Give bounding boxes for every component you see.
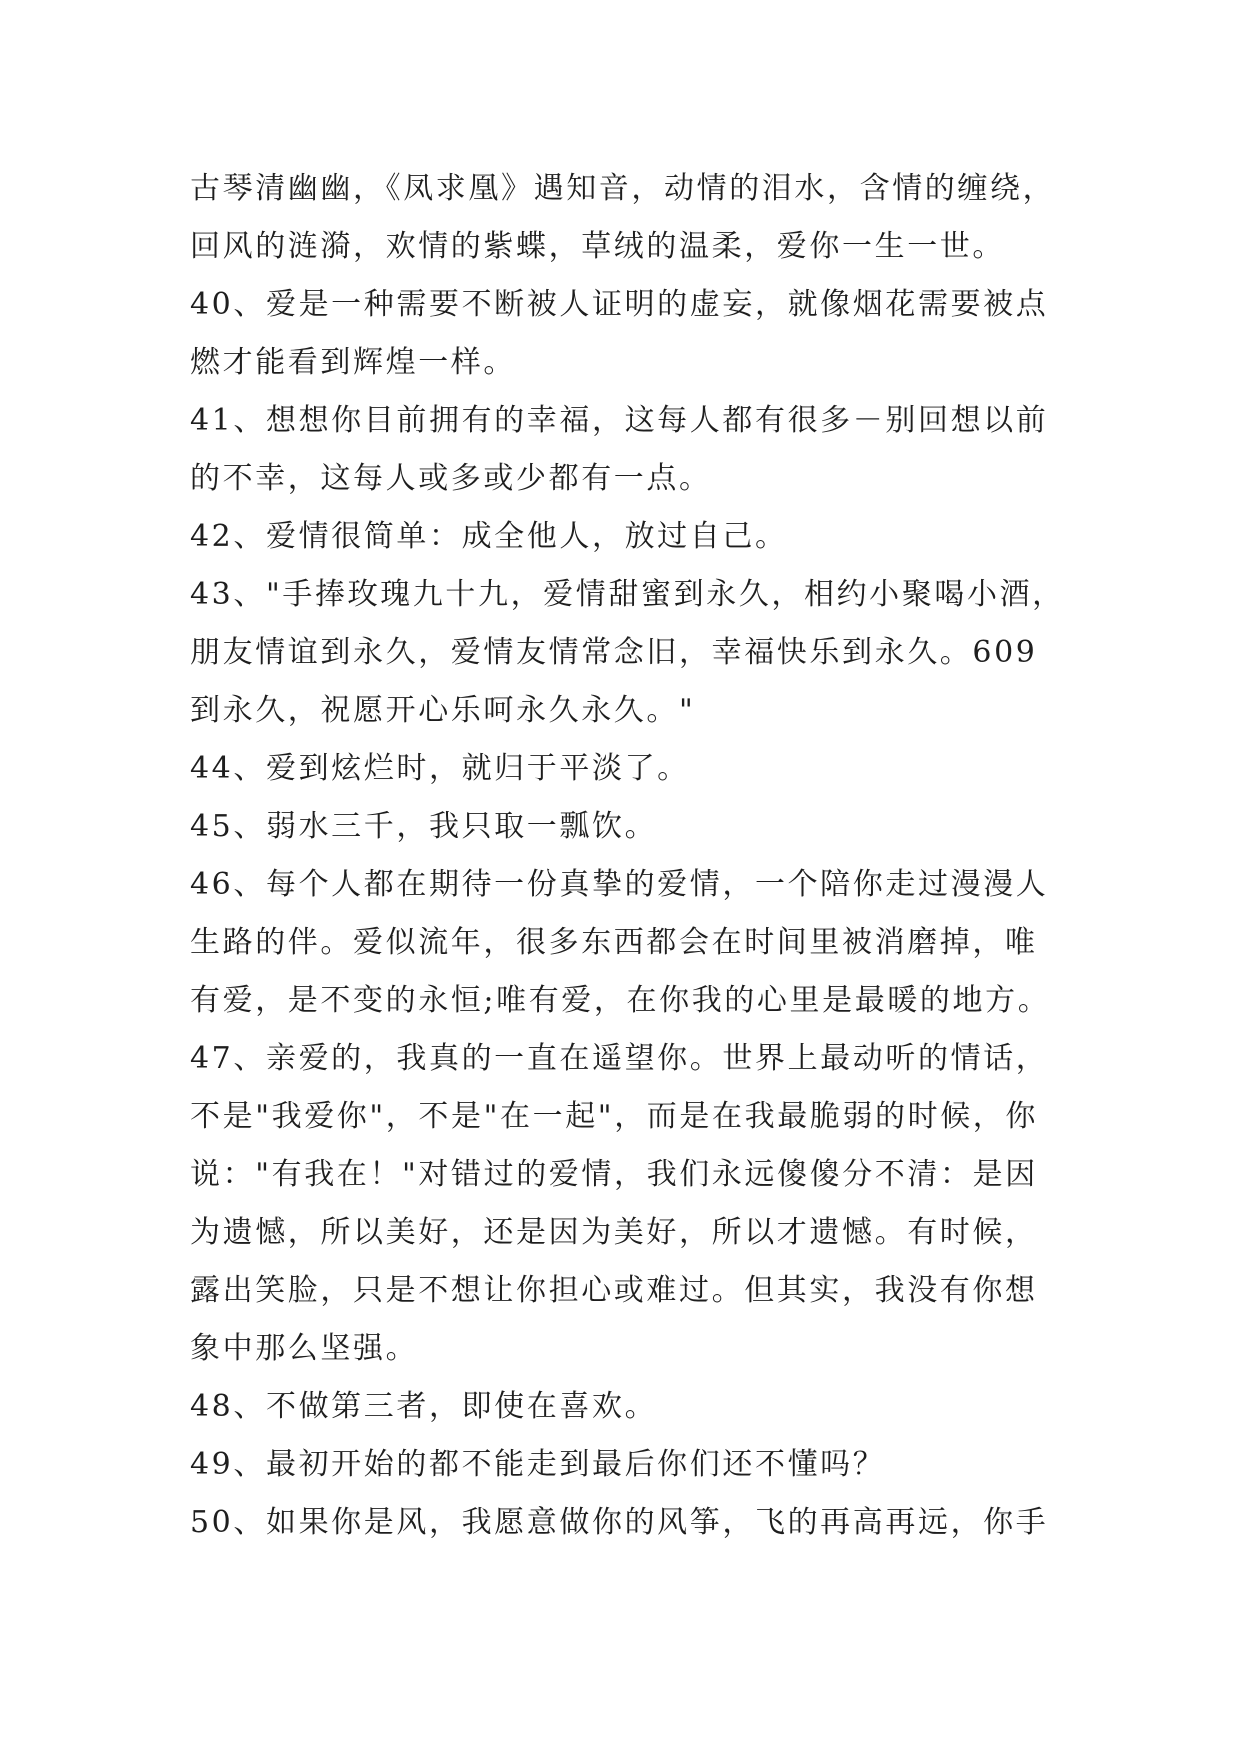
text-line: 43、"手捧玫瑰九十九，爱情甜蜜到永久，相约小聚喝小酒， <box>190 577 1065 612</box>
text-line: 古琴清幽幽，《凤求凰》遇知音，动情的泪水，含情的缠绕， <box>190 171 1056 206</box>
text-line: 有爱，是不变的永恒;唯有爱，在你我的心里是最暖的地方。 <box>190 983 1051 1018</box>
text-line: 露出笑脸，只是不想让你担心或难过。但其实，我没有你想 <box>190 1273 1038 1308</box>
text-line: 46、每个人都在期待一份真挚的爱情，一个陪你走过漫漫人 <box>190 867 1049 902</box>
text-line: 40、爱是一种需要不断被人证明的虚妄，就像烟花需要被点 <box>190 287 1049 322</box>
text-line: 象中那么坚强。 <box>190 1331 419 1366</box>
text-line: 生路的伴。爱似流年，很多东西都会在时间里被消磨掉，唯 <box>190 925 1038 960</box>
text-line: 不是"我爱你"，不是"在一起"，而是在我最脆弱的时候，你 <box>190 1099 1038 1134</box>
text-line: 朋友情谊到永久，爱情友情常念旧，幸福快乐到永久。609 <box>190 635 1038 670</box>
text-line: 回风的涟漪，欢情的紫蝶，草绒的温柔，爱你一生一世。 <box>190 229 1005 264</box>
text-line: 45、弱水三千，我只取一瓢饮。 <box>190 809 658 844</box>
text-line: 49、最初开始的都不能走到最后你们还不懂吗？ <box>190 1447 886 1482</box>
text-line: 44、爱到炫烂时，就归于平淡了。 <box>190 751 690 786</box>
text-line: 42、爱情很简单：成全他人，放过自己。 <box>190 519 788 554</box>
text-line: 41、想想你目前拥有的幸福，这每人都有很多－别回想以前 <box>190 403 1049 438</box>
text-line: 50、如果你是风，我愿意做你的风筝，飞的再高再远，你手 <box>190 1505 1049 1540</box>
text-line: 到永久，祝愿开心乐呵永久永久。" <box>190 693 696 728</box>
text-line: 48、不做第三者，即使在喜欢。 <box>190 1389 658 1424</box>
document-body <box>190 160 1080 1552</box>
text-line: 的不幸，这每人或多或少都有一点。 <box>190 461 712 496</box>
text-line: 燃才能看到辉煌一样。 <box>190 345 516 380</box>
text-line: 为遗憾，所以美好，还是因为美好，所以才遗憾。有时候， <box>190 1215 1038 1250</box>
text-line: 说："有我在！"对错过的爱情，我们永远傻傻分不清：是因 <box>190 1157 1038 1192</box>
text-line: 47、亲爱的，我真的一直在遥望你。世界上最动听的情话， <box>190 1041 1049 1076</box>
